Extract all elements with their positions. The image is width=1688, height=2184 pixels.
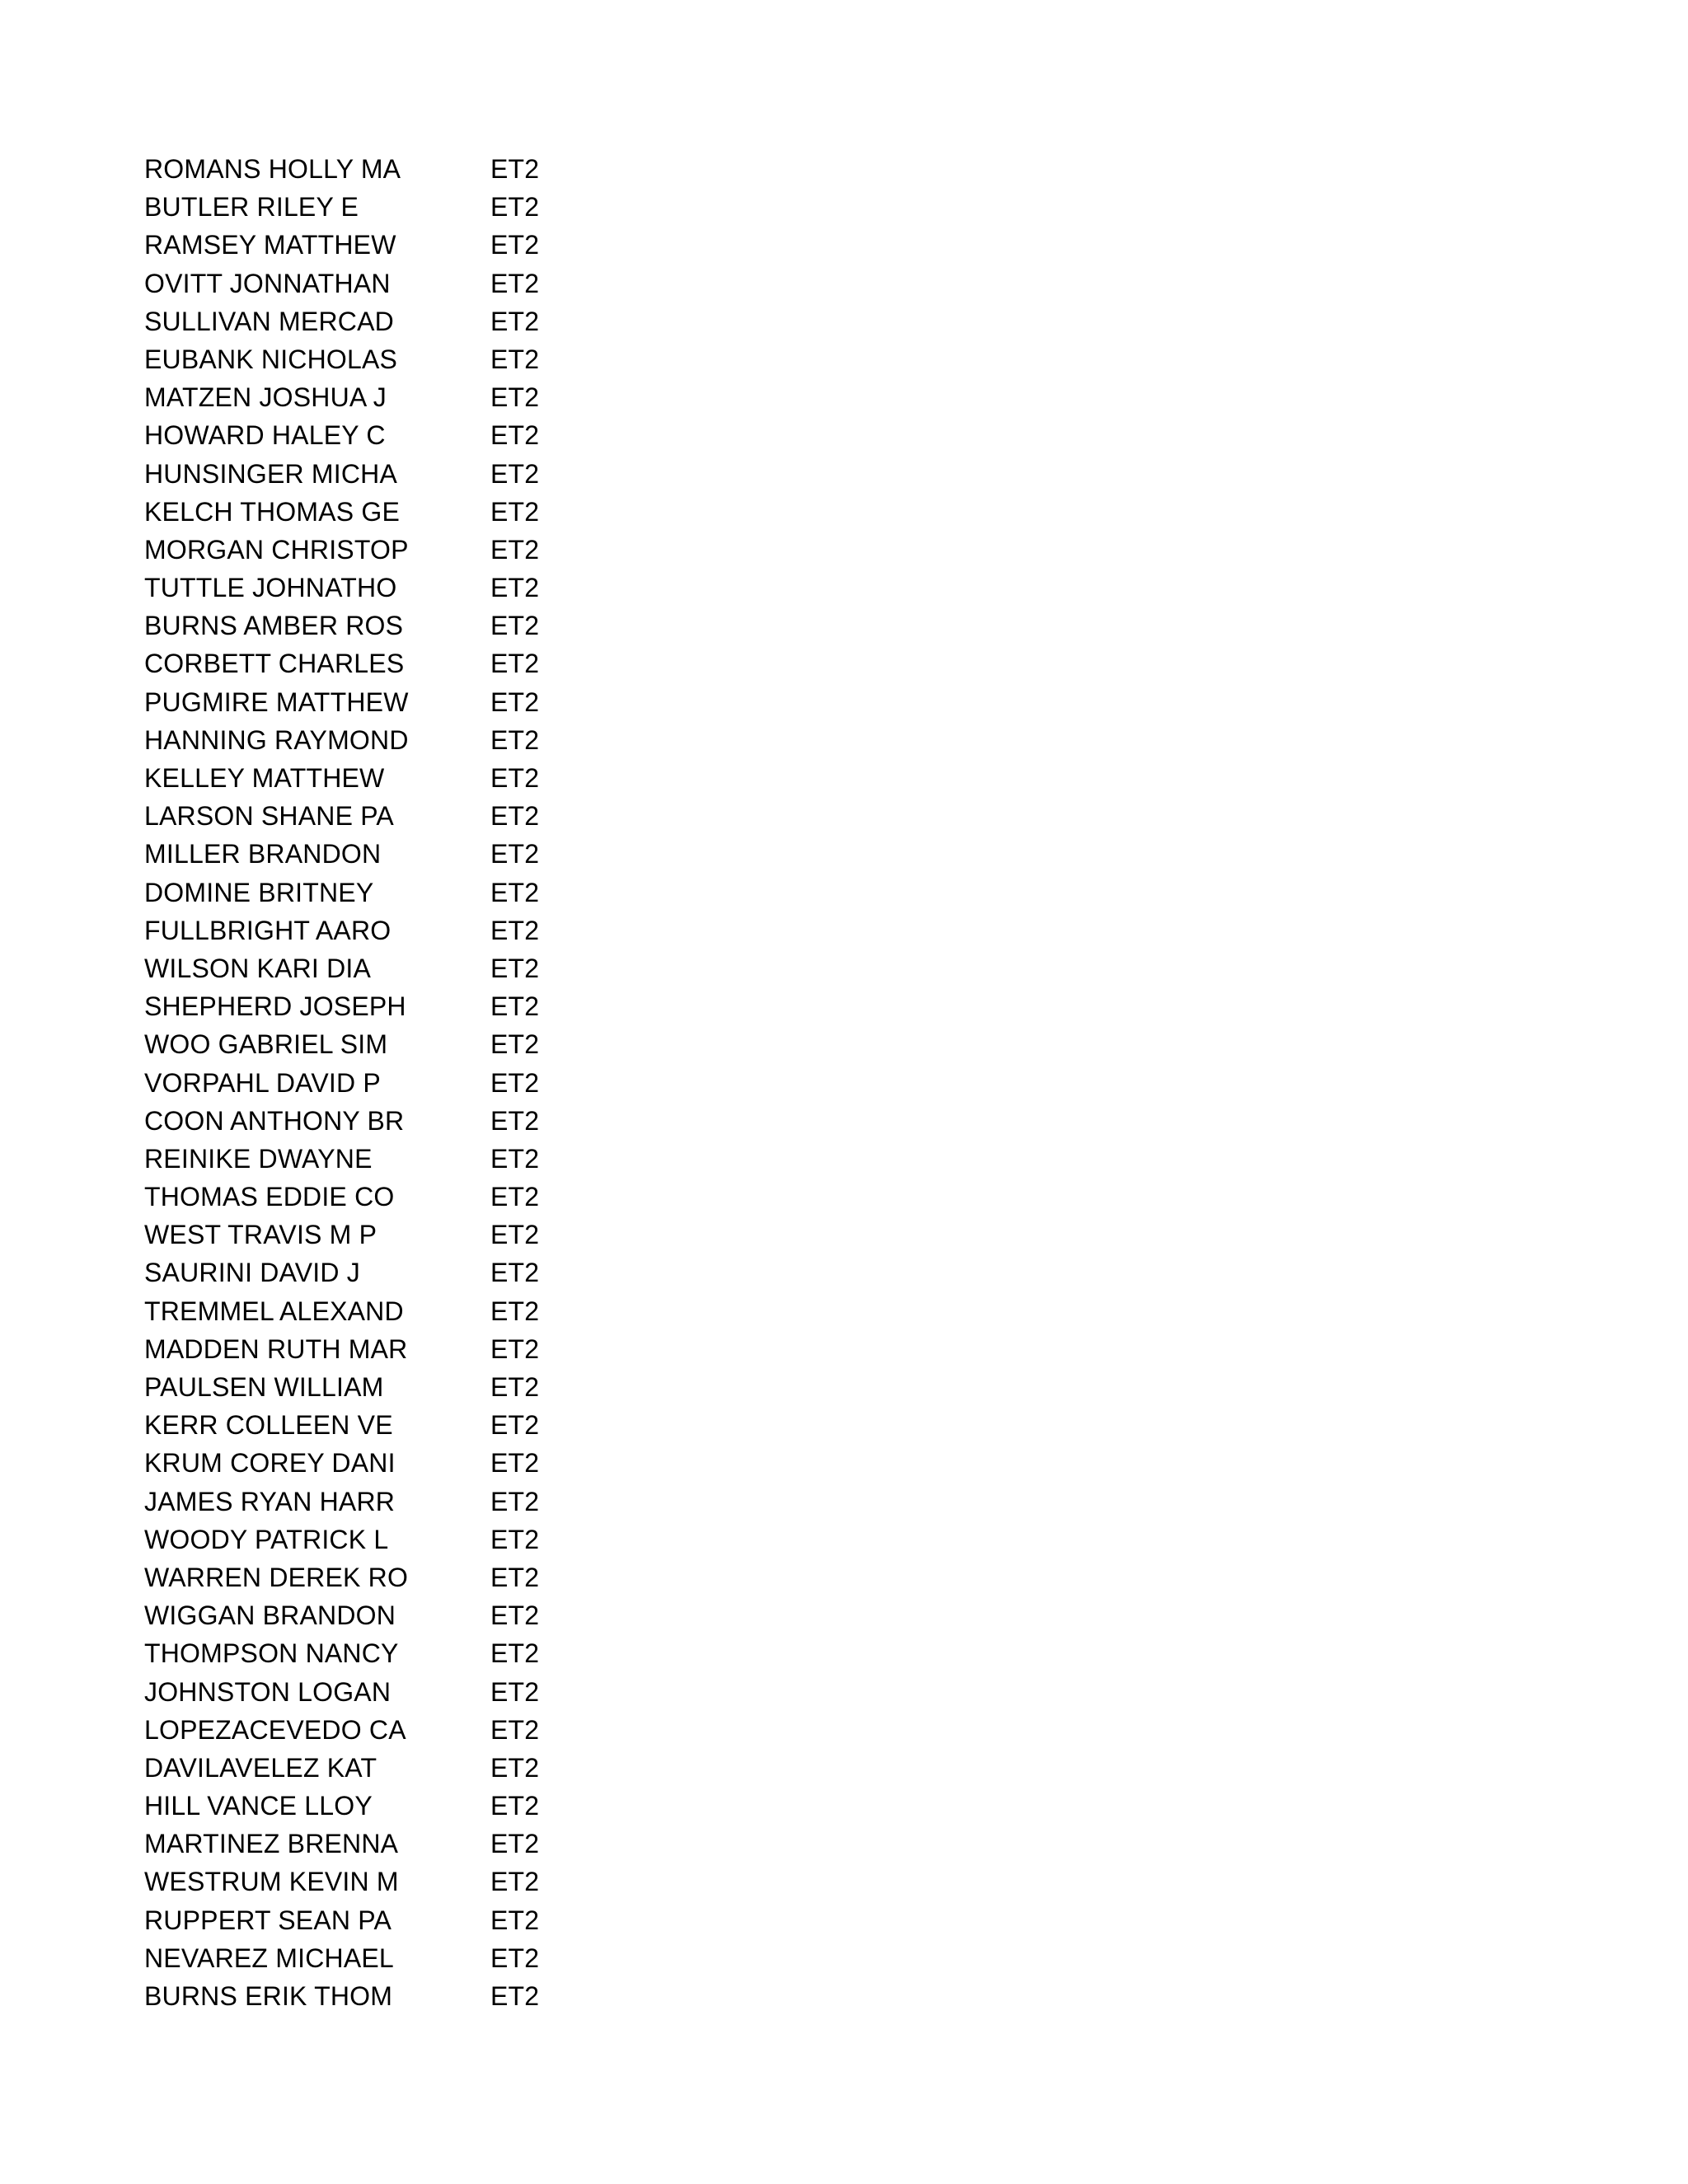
member-rate: ET2	[490, 1220, 540, 1250]
roster-row	[144, 607, 721, 644]
member-rate: ET2	[490, 1029, 540, 1060]
member-rate: ET2	[490, 1714, 540, 1745]
roster-row	[144, 1368, 721, 1406]
member-rate: ET2	[490, 915, 540, 945]
member-name: SAURINI DAVID J	[144, 1258, 360, 1288]
member-rate: ET2	[490, 306, 540, 336]
roster-row	[144, 1292, 721, 1330]
member-rate: ET2	[490, 1067, 540, 1098]
member-rate: ET2	[490, 1258, 540, 1288]
member-rate: ET2	[490, 382, 540, 413]
member-rate: ET2	[490, 1676, 540, 1707]
member-name: SHEPHERD JOSEPH	[144, 991, 406, 1022]
roster-row	[144, 987, 721, 1025]
roster-row	[144, 1558, 721, 1596]
roster-row	[144, 1025, 721, 1063]
member-name: EUBANK NICHOLAS	[144, 344, 398, 374]
member-name: PAULSEN WILLIAM	[144, 1372, 384, 1402]
roster-row	[144, 455, 721, 493]
member-rate: ET2	[490, 573, 540, 603]
roster-row	[144, 1863, 721, 1900]
roster-row	[144, 912, 721, 949]
member-rate: ET2	[490, 496, 540, 527]
member-name: REINIKE DWAYNE	[144, 1143, 373, 1174]
roster-row	[144, 683, 721, 721]
roster-row	[144, 1483, 721, 1521]
member-name: BUTLER RILEY E	[144, 192, 359, 223]
member-rate: ET2	[490, 344, 540, 374]
member-rate: ET2	[490, 1638, 540, 1669]
roster-row	[144, 493, 721, 531]
member-rate: ET2	[490, 1829, 540, 1859]
roster-row	[144, 1596, 721, 1634]
member-rate: ET2	[490, 877, 540, 907]
member-name: TREMMEL ALEXAND	[144, 1296, 404, 1326]
roster-row	[144, 1939, 721, 1977]
member-rate: ET2	[490, 1105, 540, 1136]
member-name: KELLEY MATTHEW	[144, 763, 385, 793]
member-rate: ET2	[490, 1372, 540, 1402]
member-name: DAVILAVELEZ KAT	[144, 1752, 377, 1783]
roster-row	[144, 1102, 721, 1140]
member-rate: ET2	[490, 192, 540, 223]
roster-row	[144, 1634, 721, 1672]
roster-list	[144, 150, 721, 2015]
member-rate: ET2	[490, 1333, 540, 1364]
roster-row	[144, 1254, 721, 1291]
roster-row	[144, 1178, 721, 1216]
member-name: MARTINEZ BRENNA	[144, 1829, 399, 1859]
roster-row	[144, 1711, 721, 1749]
member-rate: ET2	[490, 1524, 540, 1554]
member-name: RUPPERT SEAN PA	[144, 1905, 392, 1935]
member-rate: ET2	[490, 268, 540, 298]
member-rate: ET2	[490, 763, 540, 793]
member-rate: ET2	[490, 420, 540, 451]
roster-row	[144, 1825, 721, 1863]
member-name: MILLER BRANDON	[144, 839, 382, 869]
roster-row	[144, 1901, 721, 1939]
roster-row	[144, 1521, 721, 1558]
member-name: RAMSEY MATTHEW	[144, 230, 396, 260]
member-rate: ET2	[490, 1182, 540, 1212]
member-rate: ET2	[490, 458, 540, 489]
member-name: HUNSINGER MICHA	[144, 458, 398, 489]
member-name: LARSON SHANE PA	[144, 801, 394, 832]
member-rate: ET2	[490, 1981, 540, 2011]
roster-row	[144, 874, 721, 912]
roster-row	[144, 1673, 721, 1711]
member-name: KERR COLLEEN VE	[144, 1410, 393, 1441]
roster-row	[144, 302, 721, 340]
roster-row	[144, 265, 721, 302]
member-name: VORPAHL DAVID P	[144, 1067, 381, 1098]
member-rate: ET2	[490, 230, 540, 260]
member-name: WARREN DEREK RO	[144, 1562, 409, 1592]
member-name: WEST TRAVIS M P	[144, 1220, 377, 1250]
roster-row	[144, 378, 721, 416]
roster-row	[144, 188, 721, 226]
member-name: WOODY PATRICK L	[144, 1524, 389, 1554]
roster-row	[144, 1064, 721, 1102]
member-name: MATZEN JOSHUA J	[144, 382, 387, 413]
member-rate: ET2	[490, 991, 540, 1022]
roster-row	[144, 1216, 721, 1254]
roster-row	[144, 1330, 721, 1368]
roster-row	[144, 569, 721, 607]
member-name: CORBETT CHARLES	[144, 649, 405, 679]
member-rate: ET2	[490, 649, 540, 679]
roster-row	[144, 531, 721, 569]
member-rate: ET2	[490, 839, 540, 869]
member-name: PUGMIRE MATTHEW	[144, 687, 409, 717]
member-name: COON ANTHONY BR	[144, 1105, 405, 1136]
member-name: THOMAS EDDIE CO	[144, 1182, 395, 1212]
roster-row	[144, 1406, 721, 1444]
member-name: KELCH THOMAS GE	[144, 496, 401, 527]
roster-row	[144, 721, 721, 759]
member-name: BURNS AMBER ROS	[144, 611, 404, 641]
member-name: WOO GABRIEL SIM	[144, 1029, 388, 1060]
member-name: HANNING RAYMOND	[144, 724, 409, 755]
member-rate: ET2	[490, 953, 540, 983]
member-rate: ET2	[490, 801, 540, 832]
member-rate: ET2	[490, 687, 540, 717]
roster-row	[144, 949, 721, 987]
roster-row	[144, 1140, 721, 1178]
member-name: MADDEN RUTH MAR	[144, 1333, 408, 1364]
member-rate: ET2	[490, 1601, 540, 1631]
member-rate: ET2	[490, 1752, 540, 1783]
roster-row	[144, 1787, 721, 1825]
member-name: TUTTLE JOHNATHO	[144, 573, 397, 603]
member-rate: ET2	[490, 1486, 540, 1516]
member-rate: ET2	[490, 1296, 540, 1326]
member-rate: ET2	[490, 1448, 540, 1479]
member-name: NEVAREZ MICHAEL	[144, 1943, 394, 1973]
member-name: MORGAN CHRISTOP	[144, 534, 409, 565]
member-name: JAMES RYAN HARR	[144, 1486, 396, 1516]
member-rate: ET2	[490, 1905, 540, 1935]
roster-row	[144, 150, 721, 188]
member-name: HILL VANCE LLOY	[144, 1791, 373, 1821]
member-name: WESTRUM KEVIN M	[144, 1867, 399, 1897]
member-rate: ET2	[490, 1791, 540, 1821]
member-rate: ET2	[490, 724, 540, 755]
member-rate: ET2	[490, 1562, 540, 1592]
member-name: HOWARD HALEY C	[144, 420, 386, 451]
member-rate: ET2	[490, 1410, 540, 1441]
member-rate: ET2	[490, 611, 540, 641]
roster-row	[144, 1749, 721, 1787]
member-rate: ET2	[490, 154, 540, 184]
roster-row	[144, 340, 721, 378]
roster-row	[144, 797, 721, 835]
member-name: ROMANS HOLLY MA	[144, 154, 401, 184]
roster-row	[144, 416, 721, 454]
roster-row	[144, 1444, 721, 1482]
member-name: THOMPSON NANCY	[144, 1638, 399, 1669]
member-name: LOPEZACEVEDO CA	[144, 1714, 406, 1745]
member-name: DOMINE BRITNEY	[144, 877, 374, 907]
member-name: FULLBRIGHT AARO	[144, 915, 392, 945]
member-name: BURNS ERIK THOM	[144, 1981, 393, 2011]
member-rate: ET2	[490, 1143, 540, 1174]
roster-row	[144, 226, 721, 264]
member-name: KRUM COREY DANI	[144, 1448, 396, 1479]
member-name: JOHNSTON LOGAN	[144, 1676, 392, 1707]
member-rate: ET2	[490, 534, 540, 565]
roster-row	[144, 759, 721, 797]
member-name: OVITT JONNATHAN	[144, 268, 391, 298]
member-name: SULLIVAN MERCAD	[144, 306, 394, 336]
roster-row	[144, 1977, 721, 2015]
member-rate: ET2	[490, 1943, 540, 1973]
member-name: WIGGAN BRANDON	[144, 1601, 396, 1631]
roster-row	[144, 835, 721, 873]
member-rate: ET2	[490, 1867, 540, 1897]
member-name: WILSON KARI DIA	[144, 953, 372, 983]
roster-row	[144, 644, 721, 682]
